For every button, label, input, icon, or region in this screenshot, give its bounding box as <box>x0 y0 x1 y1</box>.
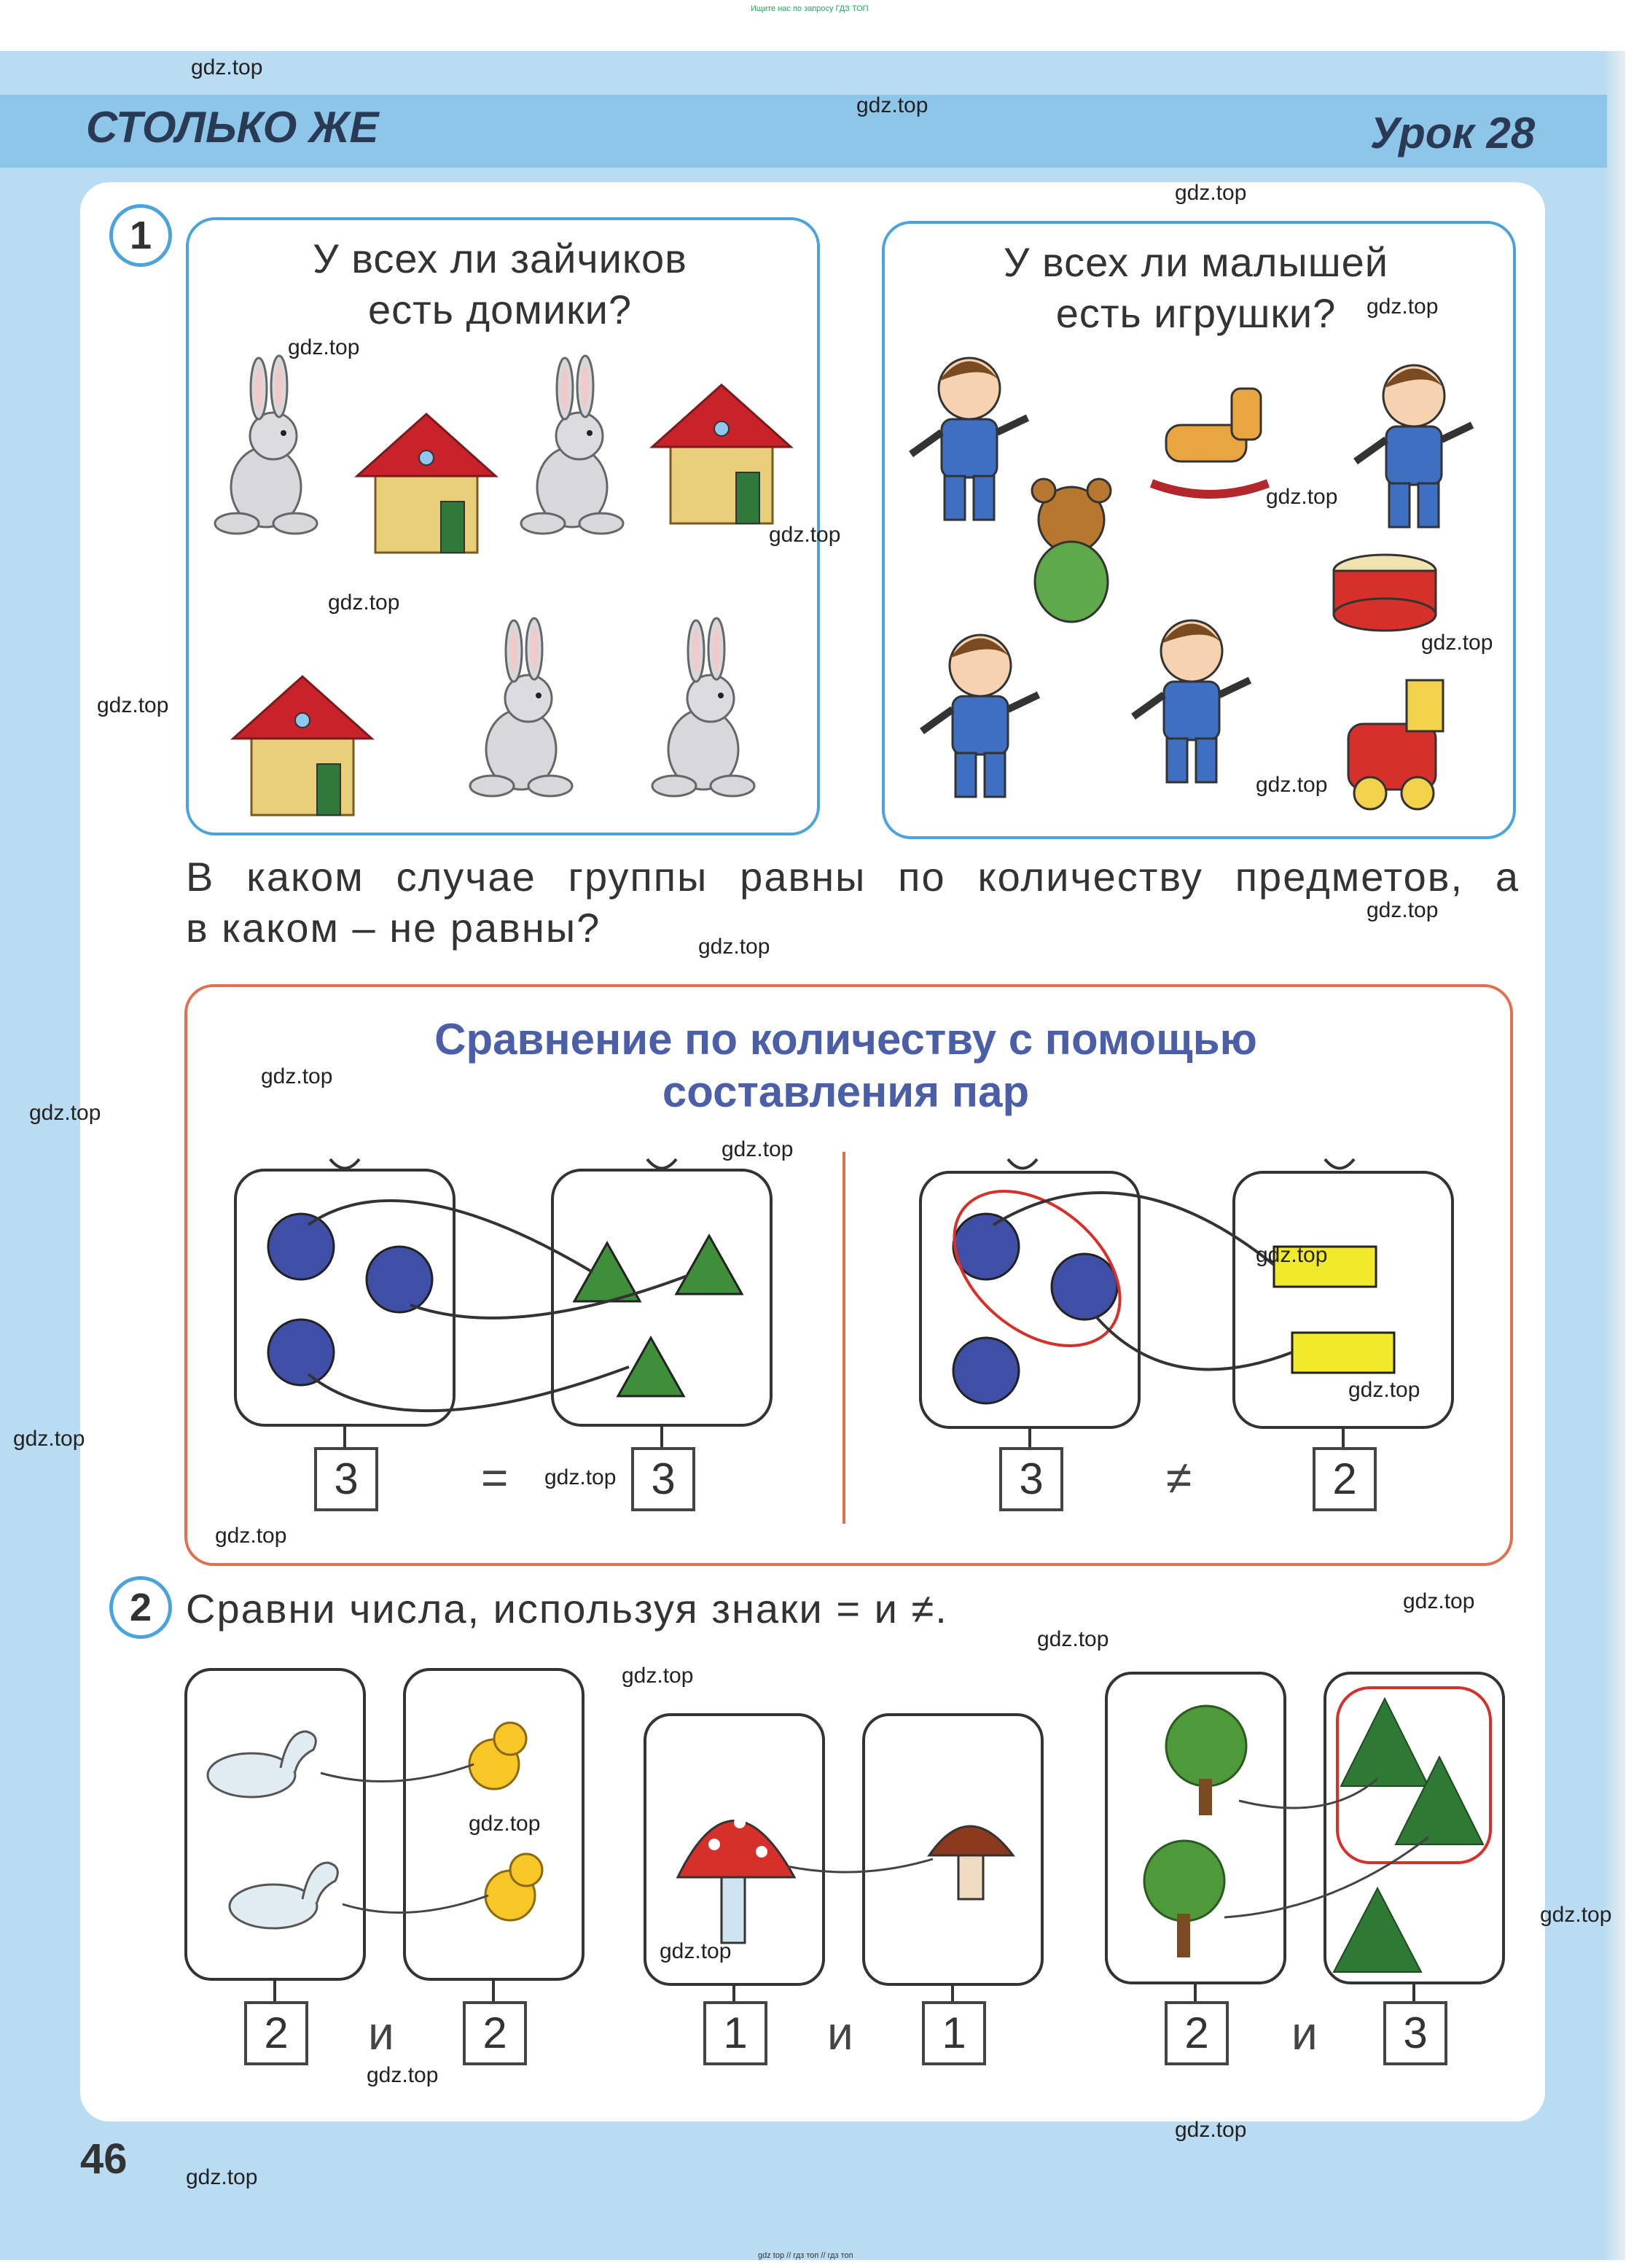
watermark[interactable]: gdz.top <box>191 55 263 79</box>
pair3-count-b[interactable]: 3 <box>1383 2001 1447 2065</box>
task1-question-line1: В каком случае группы равны по количеству предметов, а <box>186 854 1520 900</box>
watermark[interactable]: gdz.top <box>544 1465 617 1489</box>
rule-left-count-a: 3 <box>314 1447 378 1511</box>
watermark[interactable]: gdz.top <box>1421 631 1493 655</box>
watermark[interactable]: gdz.top <box>1367 295 1439 319</box>
pair1-and: и <box>368 2007 394 2059</box>
watermark[interactable]: gdz.top <box>1540 1903 1612 1927</box>
watermark[interactable]: gdz.top <box>29 1101 101 1125</box>
watermark[interactable]: gdz.top <box>261 1064 333 1088</box>
watermark[interactable]: gdz.top <box>1256 773 1328 797</box>
fly-agaric <box>678 1817 794 1943</box>
watermark[interactable]: gdz.top <box>622 1664 694 1688</box>
watermark[interactable]: gdz.top <box>1367 898 1439 922</box>
watermark[interactable]: gdz.top <box>769 523 841 547</box>
watermark[interactable]: gdz.top <box>722 1137 794 1161</box>
watermark[interactable]: gdz.top <box>1175 181 1247 205</box>
rule-left-count-b: 3 <box>631 1447 695 1511</box>
task-number: 2 <box>109 1576 172 1639</box>
pair3-count-a: 2 <box>1165 2001 1229 2065</box>
bottom-banner[interactable]: gdz top // гдз топ // гдз топ <box>758 2251 853 2260</box>
pair2-count-a: 1 <box>703 2001 767 2065</box>
watermark[interactable]: gdz.top <box>1175 2118 1247 2142</box>
rule-right-count-b: 2 <box>1313 1447 1377 1511</box>
kids-question-line1: У всех ли малышей <box>1003 239 1389 285</box>
watermark[interactable]: gdz.top <box>1403 1589 1475 1613</box>
lesson-label: Урок 28 <box>1370 109 1536 157</box>
watermark[interactable]: gdz.top <box>97 693 169 717</box>
watermark[interactable]: gdz.top <box>660 1939 732 1963</box>
task2-text: Сравни числа, используя знаки = и ≠. <box>186 1586 948 1632</box>
task-number: 1 <box>109 204 172 267</box>
watermark[interactable]: gdz.top <box>288 335 360 359</box>
section-title: СТОЛЬКО ЖЕ <box>86 103 379 152</box>
watermark[interactable]: gdz.top <box>186 2165 258 2189</box>
top-banner[interactable]: Ищите нас по запросу ГДЗ ТОП <box>751 4 869 13</box>
watermark[interactable]: gdz.top <box>13 1427 85 1451</box>
watermark[interactable]: gdz.top <box>328 591 400 615</box>
rule-left-sign: = <box>481 1451 509 1504</box>
watermark[interactable]: gdz.top <box>698 935 770 959</box>
pair1-count-b[interactable]: 2 <box>463 2001 527 2065</box>
watermark[interactable]: gdz.top <box>1348 1378 1420 1402</box>
pair2-count-b[interactable]: 1 <box>922 2001 986 2065</box>
watermark[interactable]: gdz.top <box>1266 485 1338 509</box>
bunnies-question-line1: У всех ли зайчиков <box>313 235 687 281</box>
pair1-count-a: 2 <box>244 2001 308 2065</box>
rule-title-line2: составления пар <box>662 1067 1030 1116</box>
bunnies-question-line2: есть домики? <box>367 287 633 332</box>
task1-question-line2: в каком – не равны? <box>186 905 601 951</box>
porcini <box>929 1826 1013 1899</box>
rule-right-sign: ≠ <box>1166 1451 1192 1504</box>
watermark[interactable]: gdz.top <box>215 1524 287 1548</box>
watermark[interactable]: gdz.top <box>1256 1243 1328 1267</box>
watermark[interactable]: gdz.top <box>367 2063 439 2087</box>
fir-trees <box>1334 1699 1483 1972</box>
watermark[interactable]: gdz.top <box>1037 1627 1109 1651</box>
page-number: 46 <box>80 2135 128 2183</box>
deciduous-trees <box>1144 1706 1246 1957</box>
pair2-and: и <box>827 2007 853 2059</box>
geese <box>208 1731 337 1928</box>
watermark[interactable]: gdz.top <box>469 1812 541 1836</box>
rule-title-line1: Сравнение по количеству с помощью <box>434 1015 1257 1064</box>
kids-question-line2: есть игрушки? <box>1055 290 1337 336</box>
rule-right-count-a: 3 <box>999 1447 1063 1511</box>
pair3-and: и <box>1291 2007 1318 2059</box>
watermark[interactable]: gdz.top <box>856 93 928 117</box>
